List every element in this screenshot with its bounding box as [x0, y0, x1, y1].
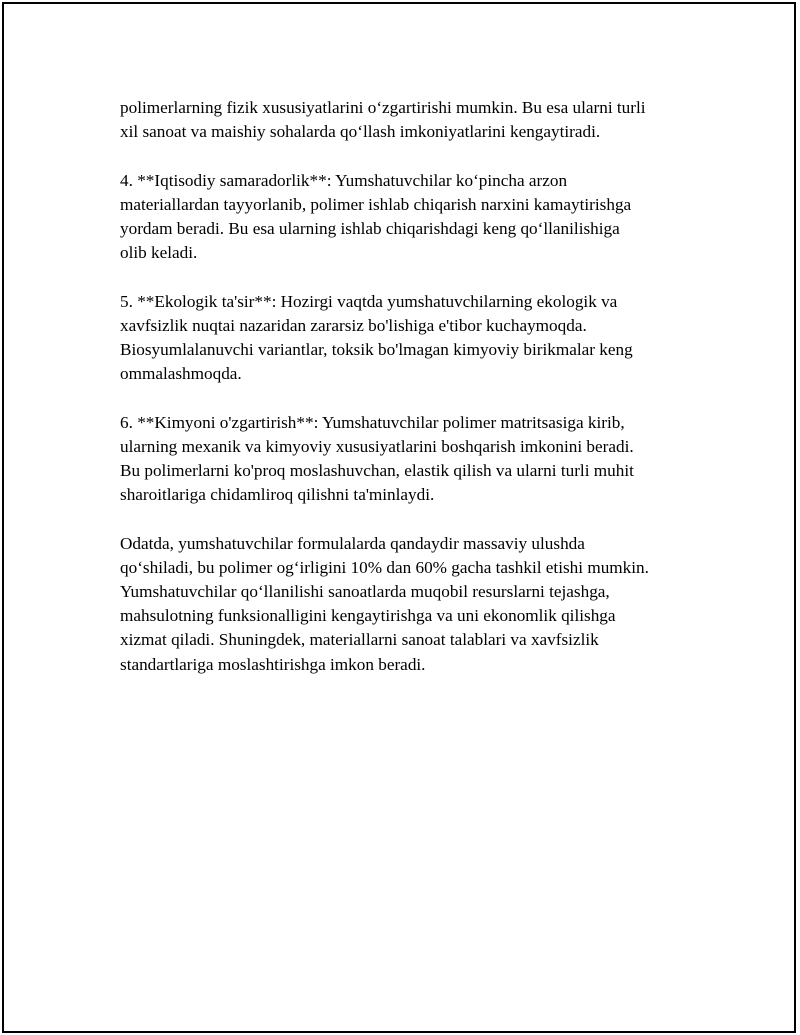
text-line: polimerlarning fizik xususiyatlarini o‘zgartirishi mumkin. Bu esa ularni turli	[120, 98, 646, 117]
text-line: mahsulotning funksionalligini kengaytirishga va uni ekonomlik qilishga	[120, 606, 616, 626]
text-line: Odatda, yumshatuvchilar formulalarda qandaydir massaviy ulushda	[120, 533, 585, 553]
paragraph-item-5	[120, 290, 700, 387]
text-line: xil sanoat va maishiy sohalarda qo‘llash imkoniyatlarini kengaytiradi.	[120, 122, 601, 142]
text-line: yordam beradi. Bu esa ularning ishlab chiqarishdagi keng qo‘llanilishiga	[120, 219, 620, 238]
paragraph-item-4	[120, 169, 700, 266]
text-line: Yumshatuvchilar qo‘llanilishi sanoatlarda muqobil resurslarni tejashga,	[120, 582, 610, 601]
text-line: standartlariga moslashtirishga imkon beradi.	[120, 654, 426, 674]
text-line: sharoitlariga chidamliroq qilishni ta'minlaydi.	[120, 485, 435, 505]
paragraph-conclusion	[120, 532, 700, 677]
text-line: ommalashmoqda.	[120, 364, 242, 384]
page-border	[2, 2, 796, 1033]
text-line: Biosyumlalanuvchi variantlar, toksik bo'lmagan kimyoviy birikmalar keng	[120, 340, 633, 359]
paragraph-continuation	[120, 96, 700, 144]
text-line: xavfsizlik nuqtai nazaridan zararsiz bo'lishiga e'tibor kuchaymoqda.	[120, 315, 587, 335]
text-line: qo‘shiladi, bu polimer og‘irligini 10% dan 60% gacha tashkil etishi mumkin.	[120, 557, 649, 577]
paragraph-item-6	[120, 411, 700, 508]
text-line: materiallardan tayyorlanib, polimer ishlab chiqarish narxini kamaytirishga	[120, 194, 632, 214]
text-line: olib keladi.	[120, 243, 198, 263]
text-line: Bu polimerlarni ko'proq moslashuvchan, elastik qilish va ularni turli muhit	[120, 461, 634, 480]
text-line: xizmat qiladi. Shuningdek, materiallarni sanoat talablari va xavfsizlik	[120, 630, 599, 650]
text-line: 5. **Ekologik ta'sir**: Hozirgi vaqtda yumshatuvchilarning ekologik va	[120, 291, 618, 311]
text-line: 4. **Iqtisodiy samaradorlik**: Yumshatuvchilar ko‘pincha arzon	[120, 170, 568, 190]
text-line: 6. **Kimyoni o'zgartirish**: Yumshatuvchilar polimer matritsasiga kirib,	[120, 412, 625, 432]
document-body	[120, 96, 700, 701]
text-line: ularning mexanik va kimyoviy xususiyatlarini boshqarish imkonini beradi.	[120, 436, 634, 456]
